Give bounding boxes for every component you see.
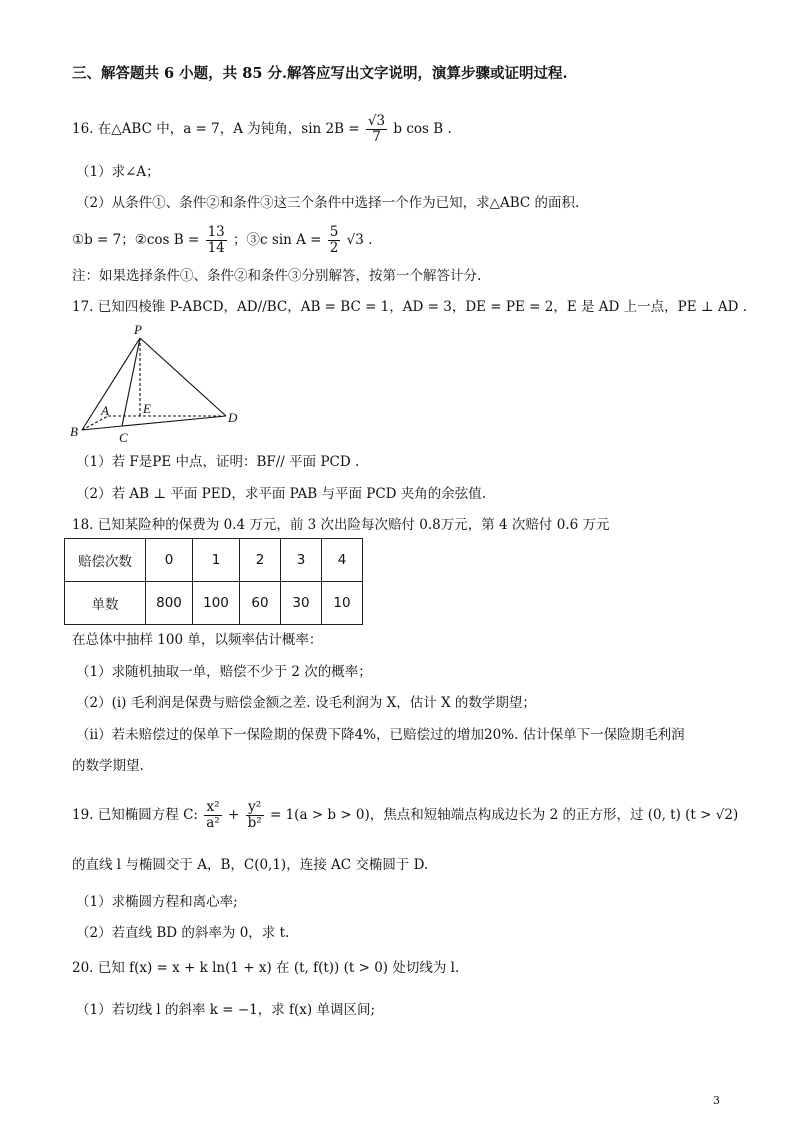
label-p: P <box>134 322 142 337</box>
q18-part2ii: （ii）若未赔偿过的保单下一保险期的保费下降4%，已赔偿过的增加20%. 估计保单下一保险期毛利润 <box>76 727 685 743</box>
q18-part2i: （2）(i) 毛利润是保费与赔偿金额之差. 设毛利润为 X，估计 X 的数学期望； <box>76 695 536 711</box>
table-row <box>65 582 363 625</box>
table-cell: 10 <box>322 582 363 625</box>
table-cell: 60 <box>240 582 281 625</box>
label-c: C <box>119 430 128 445</box>
table-cell: 赔偿次数 <box>65 539 146 582</box>
q19-part2: （2）若直线 BD 的斜率为 0，求 t. <box>76 925 290 941</box>
q16-number: 16. <box>72 121 94 137</box>
q16-fraction: $\frac{√3}{7}$ <box>367 113 386 145</box>
table-cell: 单数 <box>65 582 146 625</box>
table-cell: 3 <box>281 539 322 582</box>
table-row <box>65 539 363 582</box>
q20-statement: 20. 已知 f(x) = x + k ln(1 + x) 在 (t, f(t)) (t > 0) 处切线为 l. <box>72 960 460 976</box>
q18-part2ii-cont: 的数学期望. <box>72 758 144 774</box>
q19-statement-cont: 的直线 l 与椭圆交于 A，B，C(0,1)，连接 AC 交椭圆于 D. <box>72 857 429 873</box>
table-cell: 100 <box>193 582 240 625</box>
section-header: 三、解答题共 6 小题，共 85 分.解答应写出文字说明，演算步骤或证明过程. <box>72 65 568 82</box>
q18-claims-table <box>64 538 363 625</box>
page-number: 3 <box>713 1094 720 1107</box>
table-cell: 0 <box>146 539 193 582</box>
table-cell: 1 <box>193 539 240 582</box>
q16-conditions: ①b = 7；②cos B = $\frac{13}{14}$ ；③c sin A = $\frac{5}{2}$ √3 . <box>72 224 373 256</box>
q17-part2: （2）若 AB ⊥ 平面 PED，求平面 PAB 与平面 PCD 夹角的余弦值. <box>76 486 487 502</box>
label-e: E <box>143 401 151 416</box>
table-cell: 4 <box>322 539 363 582</box>
label-b: B <box>70 424 78 439</box>
q17-statement: 17. 已知四棱锥 P-ABCD，AD//BC，AB = BC = 1，AD = 3，DE = PE = 2，E 是 AD 上一点，PE ⊥ AD . <box>72 299 747 315</box>
q20-part1: （1）若切线 l 的斜率 k = −1，求 f(x) 单调区间; <box>76 1002 376 1018</box>
q18-part1: （1）求随机抽取一单，赔偿不少于 2 次的概率； <box>76 664 372 680</box>
label-d: D <box>228 410 238 425</box>
table-cell: 2 <box>240 539 281 582</box>
q18-statement: 18. 已知某险种的保费为 0.4 万元，前 3 次出险每次赔付 0.8万元，第 4 次赔付 0.6 万元 <box>72 517 610 533</box>
q17-pyramid-figure <box>68 322 248 448</box>
q17-part1: （1）若 F是PE 中点，证明：BF// 平面 PCD . <box>76 454 360 470</box>
table-cell: 30 <box>281 582 322 625</box>
q16-text-a: 在△ABC 中，a = 7，A 为钝角，sin 2B = <box>97 121 360 137</box>
q19-statement: 19. 已知椭圆方程 C: $\frac{\text{x²}}{\text{a²}}$ + $\frac{\text{y²}}{\text{b²}}$ = 1(a > b > 0)，焦点和短轴端点构成边长为 2 的正方形，过 (0, t) (t > √2) <box>72 799 739 831</box>
q16-part2: （2）从条件①、条件②和条件③这三个条件中选择一个作为已知，求△ABC 的面积. <box>76 195 580 211</box>
q19-part1: （1）求椭圆方程和离心率; <box>76 894 238 910</box>
q18-sample: 在总体中抽样 100 单，以频率估计概率： <box>72 632 323 648</box>
q16-statement <box>72 114 452 145</box>
q16-note: 注：如果选择条件①、条件②和条件③分别解答，按第一个解答计分. <box>72 268 482 284</box>
label-a: A <box>101 403 109 418</box>
q16-text-b: b cos B . <box>393 121 452 137</box>
table-cell: 800 <box>146 582 193 625</box>
q16-part1: （1）求∠A； <box>76 164 160 180</box>
